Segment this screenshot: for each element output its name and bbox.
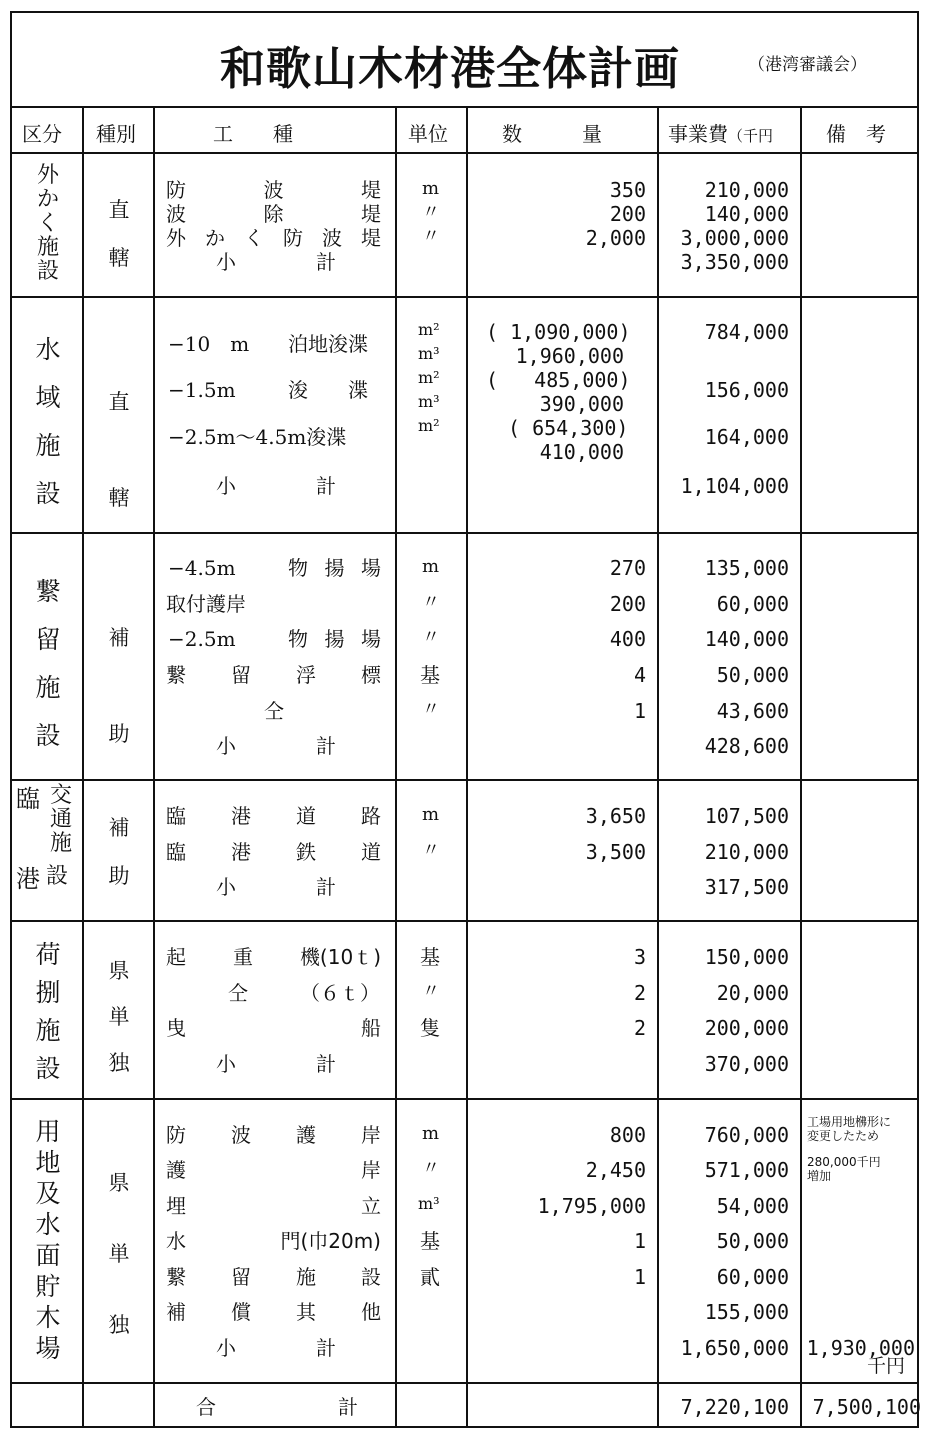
subtotal-label: 小 計 bbox=[216, 1052, 336, 1076]
subtotal-cost: 428,600 bbox=[704, 734, 789, 758]
category-label: 交 通 施 bbox=[49, 783, 72, 856]
remark-total: 1,930,000 bbox=[806, 1336, 915, 1360]
unit-cell: 〃 bbox=[422, 840, 440, 861]
category-label: 設 bbox=[46, 864, 69, 889]
unit-cell: 〃 bbox=[422, 1158, 440, 1179]
quantity-cell: 3,500 bbox=[585, 840, 646, 864]
category-label: 水 域 施 設 bbox=[35, 335, 61, 508]
unit-cell: 〃 bbox=[422, 592, 440, 613]
work-item: 臨 港 道 路 bbox=[166, 804, 381, 828]
unit-cell: 〃 bbox=[422, 699, 440, 720]
quantity-cell: 2 bbox=[633, 1016, 646, 1040]
cost-cell: 200,000 bbox=[704, 1016, 789, 1040]
subtotal-label: 小 計 bbox=[216, 875, 336, 899]
section-divider bbox=[10, 296, 919, 298]
subtotal-label: 小 計 bbox=[216, 734, 336, 758]
quantity-cell: 1 bbox=[633, 1229, 646, 1253]
quantity-cell: 410,000 bbox=[539, 440, 624, 464]
work-item: −1.5m bbox=[168, 378, 236, 402]
column-divider bbox=[800, 106, 802, 1428]
section-divider bbox=[10, 779, 919, 781]
work-item: 取付護岸 bbox=[166, 592, 246, 616]
cost-cell: 210,000 bbox=[704, 840, 789, 864]
work-item: 起 重 機(10ｔ) bbox=[166, 945, 381, 969]
grand-total-remark: 7,500,100 bbox=[812, 1395, 921, 1419]
subtotal-cost: 370,000 bbox=[704, 1052, 789, 1076]
author-note: （港湾審議会） bbox=[748, 55, 867, 75]
unit-cell: m³ bbox=[418, 344, 440, 363]
unit-cell: 基 bbox=[420, 663, 440, 687]
type-label: 補 助 bbox=[108, 816, 130, 888]
remark-unit: 千円 bbox=[867, 1355, 906, 1377]
work-item: 繋 留 施 設 bbox=[166, 1265, 381, 1289]
header-category: 区分 bbox=[22, 122, 62, 146]
work-item: 曳 船 bbox=[166, 1016, 381, 1040]
unit-cell: 〃 bbox=[422, 627, 440, 648]
quantity-cell: 400 bbox=[609, 627, 646, 651]
cost-cell: 135,000 bbox=[704, 556, 789, 580]
subtotal-label: 小 計 bbox=[216, 474, 336, 498]
unit-cell: m bbox=[422, 1123, 440, 1144]
work-item: −2.5m〜4.5m浚渫 bbox=[168, 425, 347, 449]
quantity-cell: 350 bbox=[609, 178, 646, 202]
unit-cell: m bbox=[422, 178, 440, 199]
work-item: 防 波 護 岸 bbox=[166, 1123, 381, 1147]
quantity-cell: 2,450 bbox=[585, 1158, 646, 1182]
quantity-cell: 1 bbox=[633, 1265, 646, 1289]
total-divider bbox=[10, 1382, 919, 1384]
cost-cell: 107,500 bbox=[704, 804, 789, 828]
work-item: 防 波 堤 bbox=[166, 178, 381, 202]
quantity-cell: 4 bbox=[633, 663, 646, 687]
work-item: （６ｔ） bbox=[300, 981, 380, 1005]
cost-cell: 164,000 bbox=[704, 425, 789, 449]
remark-note: 280,000千円 増加 bbox=[807, 1155, 881, 1183]
work-item: 護 岸 bbox=[166, 1158, 381, 1182]
category-label: 臨 bbox=[16, 785, 40, 813]
cost-cell: 60,000 bbox=[716, 1265, 789, 1289]
quantity-cell: 200 bbox=[609, 592, 646, 616]
work-item: 仝 bbox=[264, 699, 284, 723]
subtotal-cost: 3,350,000 bbox=[680, 250, 789, 274]
quantity-cell: 1,795,000 bbox=[537, 1194, 646, 1218]
cost-cell: 60,000 bbox=[716, 592, 789, 616]
cost-cell: 571,000 bbox=[704, 1158, 789, 1182]
quantity-cell: 2,000 bbox=[585, 226, 646, 250]
unit-cell: 〃 bbox=[422, 226, 440, 247]
header-cost: 事業費（千円 bbox=[668, 122, 774, 146]
header-unit: 単位 bbox=[408, 122, 448, 146]
subtotal-cost: 1,104,000 bbox=[680, 474, 789, 498]
work-item: 浚 渫 bbox=[288, 378, 368, 402]
work-item: 補 償 其 他 bbox=[166, 1300, 381, 1324]
work-item: 外 か く 防 波 堤 bbox=[166, 226, 381, 250]
remark-note: 工場用地梻形に 変更したため bbox=[807, 1115, 892, 1143]
header-work: 工 種 bbox=[213, 122, 293, 146]
cost-cell: 20,000 bbox=[716, 981, 789, 1005]
page-title: 和歌山木材港全体計画 bbox=[220, 42, 681, 95]
unit-cell: m² bbox=[418, 320, 440, 339]
quantity-cell: 1,960,000 bbox=[515, 344, 624, 368]
column-divider bbox=[657, 106, 659, 1428]
type-label: 補 助 bbox=[108, 626, 130, 746]
header-divider bbox=[10, 152, 919, 154]
work-item: 泊地浚渫 bbox=[288, 332, 368, 356]
header-type: 種別 bbox=[96, 122, 136, 146]
cost-cell: 210,000 bbox=[704, 178, 789, 202]
unit-cell: 〃 bbox=[422, 202, 440, 223]
column-divider bbox=[395, 106, 397, 1428]
unit-cell: 貳 bbox=[420, 1265, 440, 1289]
cost-cell: 140,000 bbox=[704, 202, 789, 226]
column-divider bbox=[466, 106, 468, 1428]
work-item: 埋 立 bbox=[166, 1194, 381, 1218]
cost-cell: 156,000 bbox=[704, 378, 789, 402]
category-label: 荷 捌 施 設 bbox=[35, 940, 61, 1083]
unit-cell: 基 bbox=[420, 945, 440, 969]
unit-cell: m² bbox=[418, 416, 440, 435]
work-item: 波 除 堤 bbox=[166, 202, 381, 226]
column-divider bbox=[82, 106, 84, 1428]
work-item: 物 揚 場 bbox=[288, 556, 381, 580]
unit-cell: m bbox=[422, 804, 440, 825]
cost-cell: 50,000 bbox=[716, 663, 789, 687]
quantity-cell: 270 bbox=[609, 556, 646, 580]
quantity-cell: 2 bbox=[633, 981, 646, 1005]
quantity-cell: ( 1,090,000) bbox=[486, 320, 631, 344]
subtotal-cost: 317,500 bbox=[704, 875, 789, 899]
type-label: 直 轄 bbox=[108, 198, 130, 270]
work-item: −2.5m bbox=[168, 627, 236, 651]
work-item: −10 m bbox=[168, 332, 250, 356]
title-divider bbox=[10, 106, 919, 108]
cost-cell: 3,000,000 bbox=[680, 226, 789, 250]
cost-cell: 784,000 bbox=[704, 320, 789, 344]
category-label: 外 か く 施 設 bbox=[36, 163, 59, 284]
unit-cell: m³ bbox=[418, 392, 440, 411]
category-label: 港 bbox=[16, 865, 40, 893]
quantity-cell: ( 485,000) bbox=[486, 368, 631, 392]
category-label: 繋 留 施 設 bbox=[35, 577, 61, 750]
quantity-cell: 390,000 bbox=[539, 392, 624, 416]
column-divider bbox=[153, 106, 155, 1428]
quantity-cell: 1 bbox=[633, 699, 646, 723]
cost-cell: 150,000 bbox=[704, 945, 789, 969]
quantity-cell: 800 bbox=[609, 1123, 646, 1147]
cost-cell: 155,000 bbox=[704, 1300, 789, 1324]
section-divider bbox=[10, 920, 919, 922]
grand-total-cost: 7,220,100 bbox=[680, 1395, 789, 1419]
quantity-cell: 3 bbox=[633, 945, 646, 969]
subtotal-cost: 1,650,000 bbox=[680, 1336, 789, 1360]
work-item: 水 門(巾20m) bbox=[166, 1229, 381, 1253]
unit-cell: m³ bbox=[418, 1194, 440, 1213]
work-item: 繋 留 浮 標 bbox=[166, 663, 381, 687]
category-label: 用 地 及 水 面 貯 木 場 bbox=[35, 1117, 61, 1363]
section-divider bbox=[10, 532, 919, 534]
quantity-cell: 200 bbox=[609, 202, 646, 226]
work-item: 物 揚 場 bbox=[288, 627, 381, 651]
cost-cell: 140,000 bbox=[704, 627, 789, 651]
cost-cell: 43,600 bbox=[716, 699, 789, 723]
header-quantity: 数 量 bbox=[502, 122, 602, 146]
grand-total-label: 合 計 bbox=[196, 1395, 358, 1419]
unit-cell: m² bbox=[418, 368, 440, 387]
subtotal-label: 小 計 bbox=[216, 250, 336, 274]
cost-cell: 760,000 bbox=[704, 1123, 789, 1147]
work-item: 仝 bbox=[228, 981, 248, 1005]
header-remarks: 備 考 bbox=[826, 122, 886, 146]
unit-cell: 隻 bbox=[420, 1016, 440, 1040]
unit-cell: m bbox=[422, 556, 440, 577]
type-label: 県 単 独 bbox=[108, 1171, 130, 1337]
unit-cell: 〃 bbox=[422, 981, 440, 1002]
section-divider bbox=[10, 1098, 919, 1100]
quantity-cell: ( 654,300) bbox=[508, 416, 629, 440]
cost-cell: 50,000 bbox=[716, 1229, 789, 1253]
subtotal-label: 小 計 bbox=[216, 1336, 336, 1360]
type-label: 直 轄 bbox=[108, 390, 130, 510]
unit-cell: 基 bbox=[420, 1229, 440, 1253]
type-label: 県 単 独 bbox=[108, 959, 130, 1075]
work-item: −4.5m bbox=[168, 556, 236, 580]
work-item: 臨 港 鉄 道 bbox=[166, 840, 381, 864]
quantity-cell: 3,650 bbox=[585, 804, 646, 828]
cost-cell: 54,000 bbox=[716, 1194, 789, 1218]
